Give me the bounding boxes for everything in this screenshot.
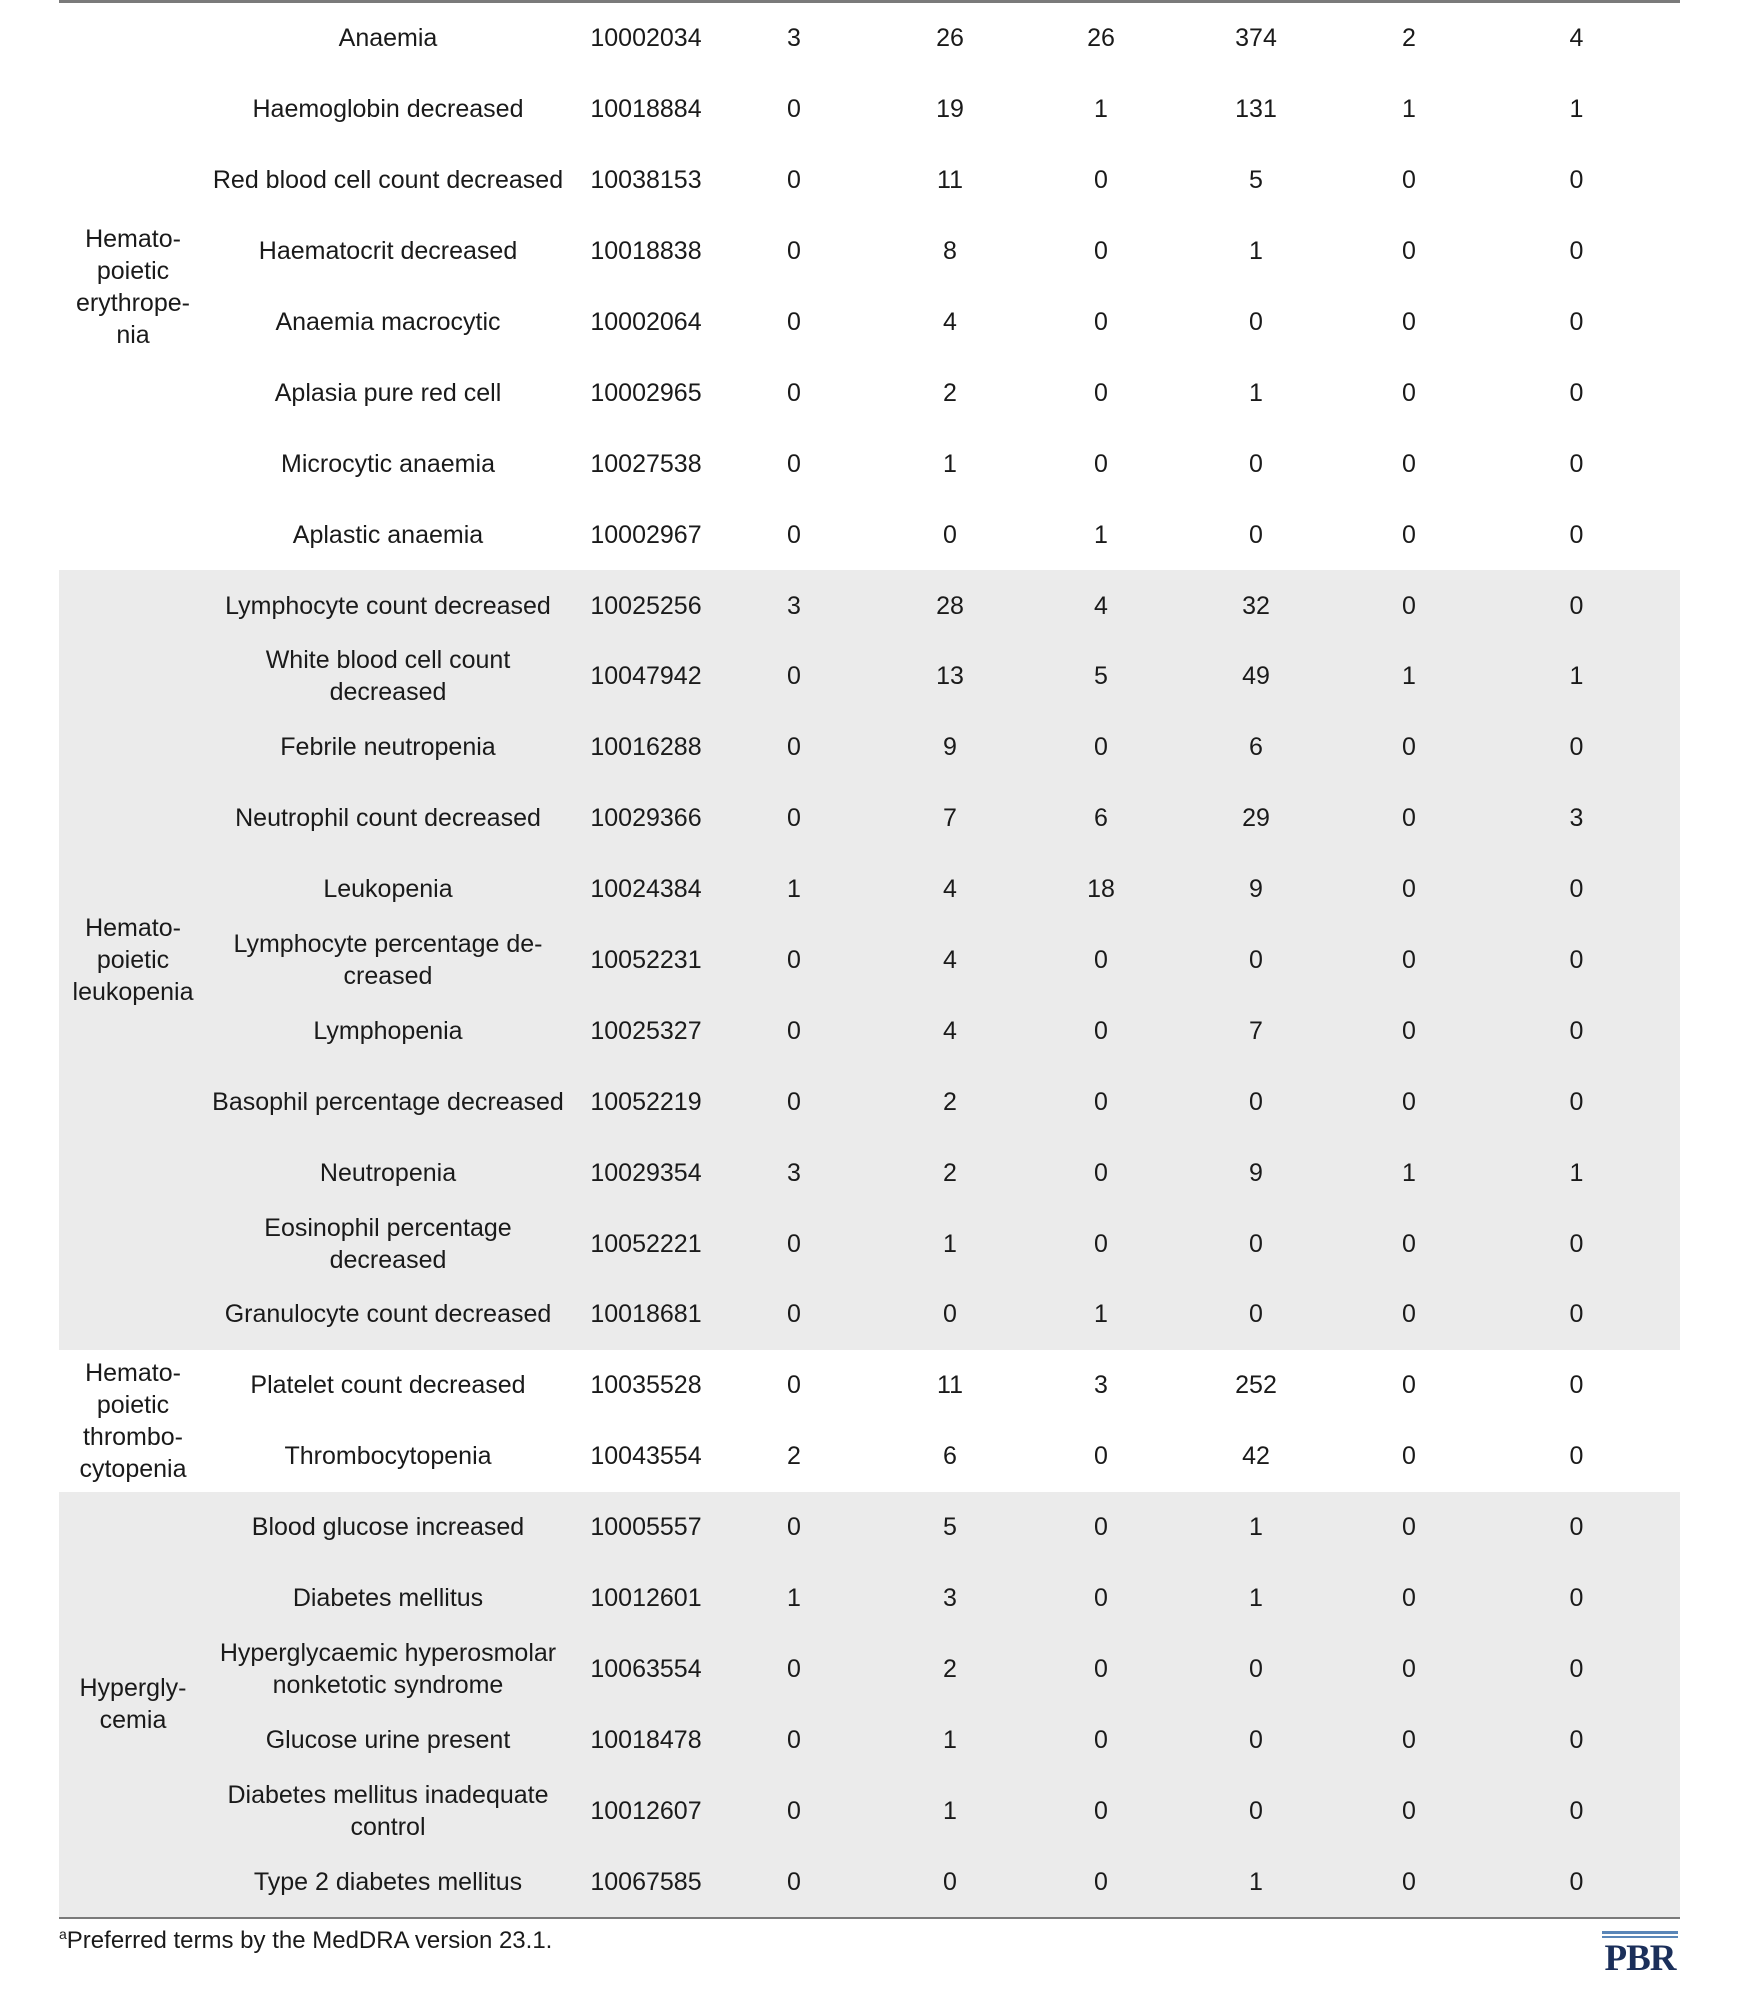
count-cell: 26	[1087, 24, 1115, 53]
count-cell: 8	[943, 237, 957, 266]
count-cell: 4	[865, 854, 1035, 925]
count-cell: 0	[1402, 1442, 1416, 1471]
count-cell: 4	[1035, 570, 1167, 641]
count-cell: 0	[787, 95, 801, 124]
count-cell: 0	[723, 1279, 865, 1350]
category-cell: Hemato- poietic thrombo- cytopenia	[79, 1358, 187, 1483]
preferred-term-cell: Diabetes mellitus	[207, 1563, 569, 1634]
count-cell: 2	[787, 1442, 801, 1471]
table-row	[59, 1633, 1680, 1704]
preferred-term-cell: Haemoglobin decreased	[252, 95, 524, 124]
meddra-code-cell: 10018838	[590, 237, 702, 266]
count-cell: 26	[936, 24, 964, 53]
table-row	[59, 1775, 1680, 1846]
count-cell: 1	[723, 854, 865, 925]
preferred-term-cell: Eosinophil percentage decreased	[207, 1208, 569, 1279]
count-cell: 0	[1345, 570, 1473, 641]
count-cell: 0	[787, 237, 801, 266]
count-cell: 5	[1249, 166, 1263, 195]
footnote-marker: a	[59, 1926, 67, 1942]
count-cell: 0	[1035, 1775, 1167, 1846]
meddra-code-cell: 10047942	[569, 641, 723, 712]
count-cell: 19	[936, 95, 964, 124]
count-cell: 0	[1249, 520, 1263, 549]
count-cell: 1	[723, 1563, 865, 1634]
meddra-code-cell: 10016288	[569, 712, 723, 783]
preferred-term-cell: Neutrophil count decreased	[207, 783, 569, 854]
table-row	[59, 925, 1680, 996]
table-row	[59, 854, 1680, 925]
count-cell: 0	[1473, 570, 1680, 641]
meddra-code-cell: 10052219	[569, 1066, 723, 1137]
count-cell: 0	[723, 1492, 865, 1563]
count-cell: 0	[723, 1208, 865, 1279]
count-cell: 9	[1167, 1137, 1345, 1208]
count-cell: 1	[1035, 1279, 1167, 1350]
count-cell: 0	[1167, 1208, 1345, 1279]
preferred-term-cell: Anaemia	[338, 24, 438, 53]
count-cell: 0	[1345, 925, 1473, 996]
count-cell: 42	[1242, 1442, 1270, 1471]
count-cell: 0	[1167, 1633, 1345, 1704]
meddra-code-cell: 10018478	[569, 1704, 723, 1775]
count-cell: 0	[1402, 1371, 1416, 1400]
preferred-term-cell: Neutropenia	[207, 1137, 569, 1208]
count-cell: 0	[1035, 712, 1167, 783]
preferred-term-cell: Aplastic anaemia	[292, 520, 484, 549]
count-cell: 1	[1167, 1846, 1345, 1917]
count-cell: 0	[1249, 449, 1263, 478]
count-cell: 131	[1235, 95, 1277, 124]
count-cell: 0	[723, 712, 865, 783]
count-cell: 0	[1473, 1492, 1680, 1563]
count-cell: 0	[1402, 520, 1416, 549]
preferred-term-cell: Basophil percentage decreased	[207, 1066, 569, 1137]
count-cell: 0	[1473, 995, 1680, 1066]
count-cell: 0	[1167, 925, 1345, 996]
meddra-code-cell: 10027538	[590, 449, 702, 478]
table-row	[59, 1846, 1680, 1917]
count-cell: 1	[865, 1208, 1035, 1279]
count-cell: 5	[1035, 641, 1167, 712]
table-row	[59, 3, 1680, 74]
count-cell: 3	[723, 570, 865, 641]
count-cell: 0	[723, 641, 865, 712]
table-row	[59, 1137, 1680, 1208]
table-row	[59, 357, 1680, 428]
category-group	[59, 1350, 1680, 1492]
preferred-term-cell: Febrile neutropenia	[207, 712, 569, 783]
count-cell: 9	[865, 712, 1035, 783]
count-cell: 0	[1402, 308, 1416, 336]
count-cell: 0	[1569, 308, 1584, 336]
adverse-events-table	[59, 3, 1680, 1917]
count-cell: 7	[1167, 995, 1345, 1066]
count-cell: 0	[723, 1066, 865, 1137]
preferred-term-cell: Hyperglycaemic hyperosmolar nonketotic syndrome	[207, 1633, 569, 1704]
count-cell: 1	[865, 1704, 1035, 1775]
count-cell: 0	[1035, 1633, 1167, 1704]
table-row	[59, 74, 1680, 145]
count-cell: 0	[787, 1371, 801, 1400]
count-cell: 0	[1569, 378, 1584, 407]
count-cell: 49	[1167, 641, 1345, 712]
table-row	[59, 1350, 1680, 1421]
count-cell: 0	[1035, 1137, 1167, 1208]
count-cell: 13	[865, 641, 1035, 712]
meddra-code-cell: 10012601	[569, 1563, 723, 1634]
table-row	[59, 783, 1680, 854]
count-cell: 1	[1094, 95, 1108, 124]
count-cell: 1	[1249, 378, 1263, 407]
preferred-term-cell: Haematocrit decreased	[258, 237, 518, 266]
table-row	[59, 1563, 1680, 1634]
count-cell: 4	[865, 995, 1035, 1066]
count-cell: 1	[1167, 1563, 1345, 1634]
count-cell: 0	[1473, 1704, 1680, 1775]
preferred-term-cell: Red blood cell count decreased	[212, 166, 564, 195]
meddra-code-cell: 10012607	[569, 1775, 723, 1846]
preferred-term-cell: Leukopenia	[207, 854, 569, 925]
count-cell: 1	[943, 449, 957, 478]
meddra-code-cell: 10018884	[590, 95, 702, 124]
count-cell: 0	[1035, 1563, 1167, 1634]
table-row	[59, 145, 1680, 216]
count-cell: 0	[1345, 1775, 1473, 1846]
count-cell: 0	[1035, 1492, 1167, 1563]
count-cell: 0	[1094, 1442, 1108, 1471]
count-cell: 0	[1345, 1563, 1473, 1634]
preferred-term-cell: Aplasia pure red cell	[274, 378, 502, 407]
count-cell: 0	[1345, 995, 1473, 1066]
count-cell: 0	[1345, 1279, 1473, 1350]
count-cell: 0	[1035, 1208, 1167, 1279]
meddra-code-cell: 10025256	[569, 570, 723, 641]
count-cell: 0	[1094, 449, 1108, 478]
count-cell: 0	[1473, 1633, 1680, 1704]
count-cell: 0	[865, 1279, 1035, 1350]
meddra-code-cell: 10002965	[590, 378, 702, 407]
count-cell: 3	[787, 24, 801, 53]
adverse-events-table-container	[59, 0, 1680, 1919]
count-cell: 0	[1402, 166, 1416, 195]
count-cell: 0	[1473, 1279, 1680, 1350]
count-cell: 0	[1345, 712, 1473, 783]
count-cell: 0	[1345, 1846, 1473, 1917]
count-cell: 3	[865, 1563, 1035, 1634]
count-cell: 0	[1345, 1066, 1473, 1137]
count-cell: 3	[1473, 783, 1680, 854]
table-row	[59, 1421, 1680, 1492]
count-cell: 32	[1167, 570, 1345, 641]
count-cell: 3	[1094, 1371, 1108, 1400]
count-cell: 0	[723, 1704, 865, 1775]
count-cell: 6	[943, 1442, 957, 1471]
count-cell: 0	[723, 783, 865, 854]
table-bottom-rule	[59, 1917, 1680, 1919]
meddra-code-cell: 10005557	[569, 1492, 723, 1563]
table-footnote	[59, 1926, 552, 1955]
logo-rule-top	[1602, 1931, 1678, 1934]
preferred-term-cell: Granulocyte count decreased	[207, 1279, 569, 1350]
meddra-code-cell: 10052221	[569, 1208, 723, 1279]
meddra-code-cell: 10043554	[590, 1442, 702, 1471]
preferred-term-cell: Blood glucose increased	[207, 1492, 569, 1563]
count-cell: 1	[1345, 641, 1473, 712]
meddra-code-cell: 10002034	[590, 24, 702, 53]
table-row	[59, 1279, 1680, 1350]
count-cell: 4	[865, 925, 1035, 996]
count-cell: 2	[1402, 24, 1416, 53]
count-cell: 1	[1473, 1137, 1680, 1208]
count-cell: 11	[937, 166, 963, 195]
count-cell: 1	[1167, 1492, 1345, 1563]
count-cell: 1	[1473, 641, 1680, 712]
count-cell: 2	[943, 378, 957, 407]
meddra-code-cell: 10002967	[590, 520, 702, 549]
table-row	[59, 712, 1680, 783]
count-cell: 0	[1569, 1371, 1584, 1400]
count-cell: 5	[865, 1492, 1035, 1563]
count-cell: 0	[787, 520, 801, 549]
category-group	[59, 570, 1680, 1350]
count-cell: 9	[1167, 854, 1345, 925]
meddra-code-cell: 10038153	[590, 166, 702, 195]
logo-text: PBR	[1604, 1938, 1676, 1979]
count-cell: 0	[1473, 1563, 1680, 1634]
preferred-term-cell: Lymphocyte count decreased	[207, 570, 569, 641]
count-cell: 0	[1569, 520, 1584, 549]
count-cell: 0	[1345, 1492, 1473, 1563]
table-row	[59, 287, 1680, 358]
count-cell: 0	[1402, 449, 1416, 478]
count-cell: 6	[1167, 712, 1345, 783]
count-cell: 29	[1167, 783, 1345, 854]
count-cell: 0	[1402, 378, 1416, 407]
count-cell: 0	[1167, 1704, 1345, 1775]
count-cell: 1	[1094, 520, 1108, 549]
category-cell: Hemato- poietic leukopenia	[59, 570, 207, 1350]
count-cell: 0	[1473, 1066, 1680, 1137]
count-cell: 0	[723, 995, 865, 1066]
count-cell: 0	[723, 1633, 865, 1704]
category-cell: Hypergly- cemia	[59, 1492, 207, 1917]
preferred-term-cell: Type 2 diabetes mellitus	[207, 1846, 569, 1917]
meddra-code-cell: 10025327	[569, 995, 723, 1066]
count-cell: 0	[1249, 308, 1263, 336]
count-cell: 0	[1569, 237, 1584, 266]
count-cell: 0	[1035, 1704, 1167, 1775]
count-cell: 0	[943, 520, 957, 549]
count-cell: 0	[1473, 712, 1680, 783]
count-cell: 374	[1235, 24, 1277, 53]
count-cell: 28	[865, 570, 1035, 641]
count-cell: 11	[937, 1371, 963, 1400]
table-row	[59, 428, 1680, 499]
count-cell: 18	[1035, 854, 1167, 925]
meddra-code-cell: 10063554	[569, 1633, 723, 1704]
count-cell: 0	[787, 166, 801, 195]
table-row	[59, 641, 1680, 712]
table-row	[59, 1208, 1680, 1279]
count-cell: 0	[1035, 925, 1167, 996]
preferred-term-cell: Platelet count decreased	[250, 1371, 526, 1400]
count-cell: 0	[1569, 166, 1584, 195]
count-cell: 0	[1094, 237, 1108, 266]
preferred-term-cell: Diabetes mellitus inadequate control	[207, 1775, 569, 1846]
count-cell: 0	[1035, 1066, 1167, 1137]
count-cell: 0	[1473, 1775, 1680, 1846]
count-cell: 4	[943, 308, 957, 336]
table-row	[59, 1704, 1680, 1775]
preferred-term-cell: Lymphocyte percentage de- creased	[207, 925, 569, 996]
count-cell: 0	[1345, 1704, 1473, 1775]
meddra-code-cell: 10035528	[590, 1371, 702, 1400]
count-cell: 0	[1345, 1208, 1473, 1279]
count-cell: 0	[723, 1775, 865, 1846]
count-cell: 0	[787, 308, 801, 336]
meddra-code-cell: 10052231	[569, 925, 723, 996]
count-cell: 2	[865, 1633, 1035, 1704]
table-row	[59, 995, 1680, 1066]
preferred-term-cell: White blood cell count decreased	[207, 641, 569, 712]
count-cell: 0	[1473, 854, 1680, 925]
count-cell: 3	[723, 1137, 865, 1208]
table-row	[59, 1492, 1680, 1563]
count-cell: 0	[1402, 237, 1416, 266]
count-cell: 2	[865, 1137, 1035, 1208]
footnote-text: Preferred terms by the MedDRA version 23.1.	[66, 1927, 553, 1954]
preferred-term-cell: Anaemia macrocytic	[275, 308, 501, 336]
count-cell: 7	[865, 783, 1035, 854]
count-cell: 0	[1473, 925, 1680, 996]
count-cell: 0	[1473, 1208, 1680, 1279]
count-cell: 0	[1167, 1066, 1345, 1137]
meddra-code-cell: 10018681	[569, 1279, 723, 1350]
table-row	[59, 1066, 1680, 1137]
meddra-code-cell: 10067585	[569, 1846, 723, 1917]
category-group	[59, 1492, 1680, 1917]
count-cell: 6	[1035, 783, 1167, 854]
count-cell: 0	[1035, 995, 1167, 1066]
meddra-code-cell: 10029354	[569, 1137, 723, 1208]
category-cell: Hemato- poietic erythrope- nia	[76, 224, 190, 349]
count-cell: 0	[1094, 166, 1108, 195]
preferred-term-cell: Glucose urine present	[207, 1704, 569, 1775]
count-cell: 4	[1569, 24, 1584, 53]
count-cell: 0	[723, 1846, 865, 1917]
table-row	[59, 216, 1680, 287]
count-cell: 0	[1035, 1846, 1167, 1917]
count-cell: 0	[723, 925, 865, 996]
count-cell: 0	[787, 378, 801, 407]
count-cell: 1	[1402, 95, 1416, 124]
count-cell: 252	[1235, 1371, 1277, 1400]
table-row	[59, 570, 1680, 641]
count-cell: 0	[1167, 1279, 1345, 1350]
table-row	[59, 499, 1680, 570]
meddra-code-cell: 10029366	[569, 783, 723, 854]
count-cell: 0	[1345, 1633, 1473, 1704]
count-cell: 1	[1569, 95, 1584, 124]
count-cell: 0	[1473, 1846, 1680, 1917]
count-cell: 0	[865, 1846, 1035, 1917]
count-cell: 0	[787, 449, 801, 478]
count-cell: 0	[1569, 449, 1584, 478]
preferred-term-cell: Thrombocytopenia	[284, 1442, 492, 1471]
pbr-logo	[1600, 1931, 1680, 1981]
category-group	[59, 3, 1680, 570]
count-cell: 0	[1569, 1442, 1584, 1471]
count-cell: 0	[1094, 378, 1108, 407]
count-cell: 0	[1345, 783, 1473, 854]
count-cell: 1	[1345, 1137, 1473, 1208]
count-cell: 1	[1249, 237, 1263, 266]
count-cell: 2	[865, 1066, 1035, 1137]
meddra-code-cell: 10002064	[590, 308, 702, 336]
preferred-term-cell: Lymphopenia	[207, 995, 569, 1066]
count-cell: 1	[865, 1775, 1035, 1846]
count-cell: 0	[1345, 854, 1473, 925]
count-cell: 0	[1167, 1775, 1345, 1846]
meddra-code-cell: 10024384	[569, 854, 723, 925]
count-cell: 0	[1094, 308, 1108, 336]
preferred-term-cell: Microcytic anaemia	[281, 449, 495, 478]
